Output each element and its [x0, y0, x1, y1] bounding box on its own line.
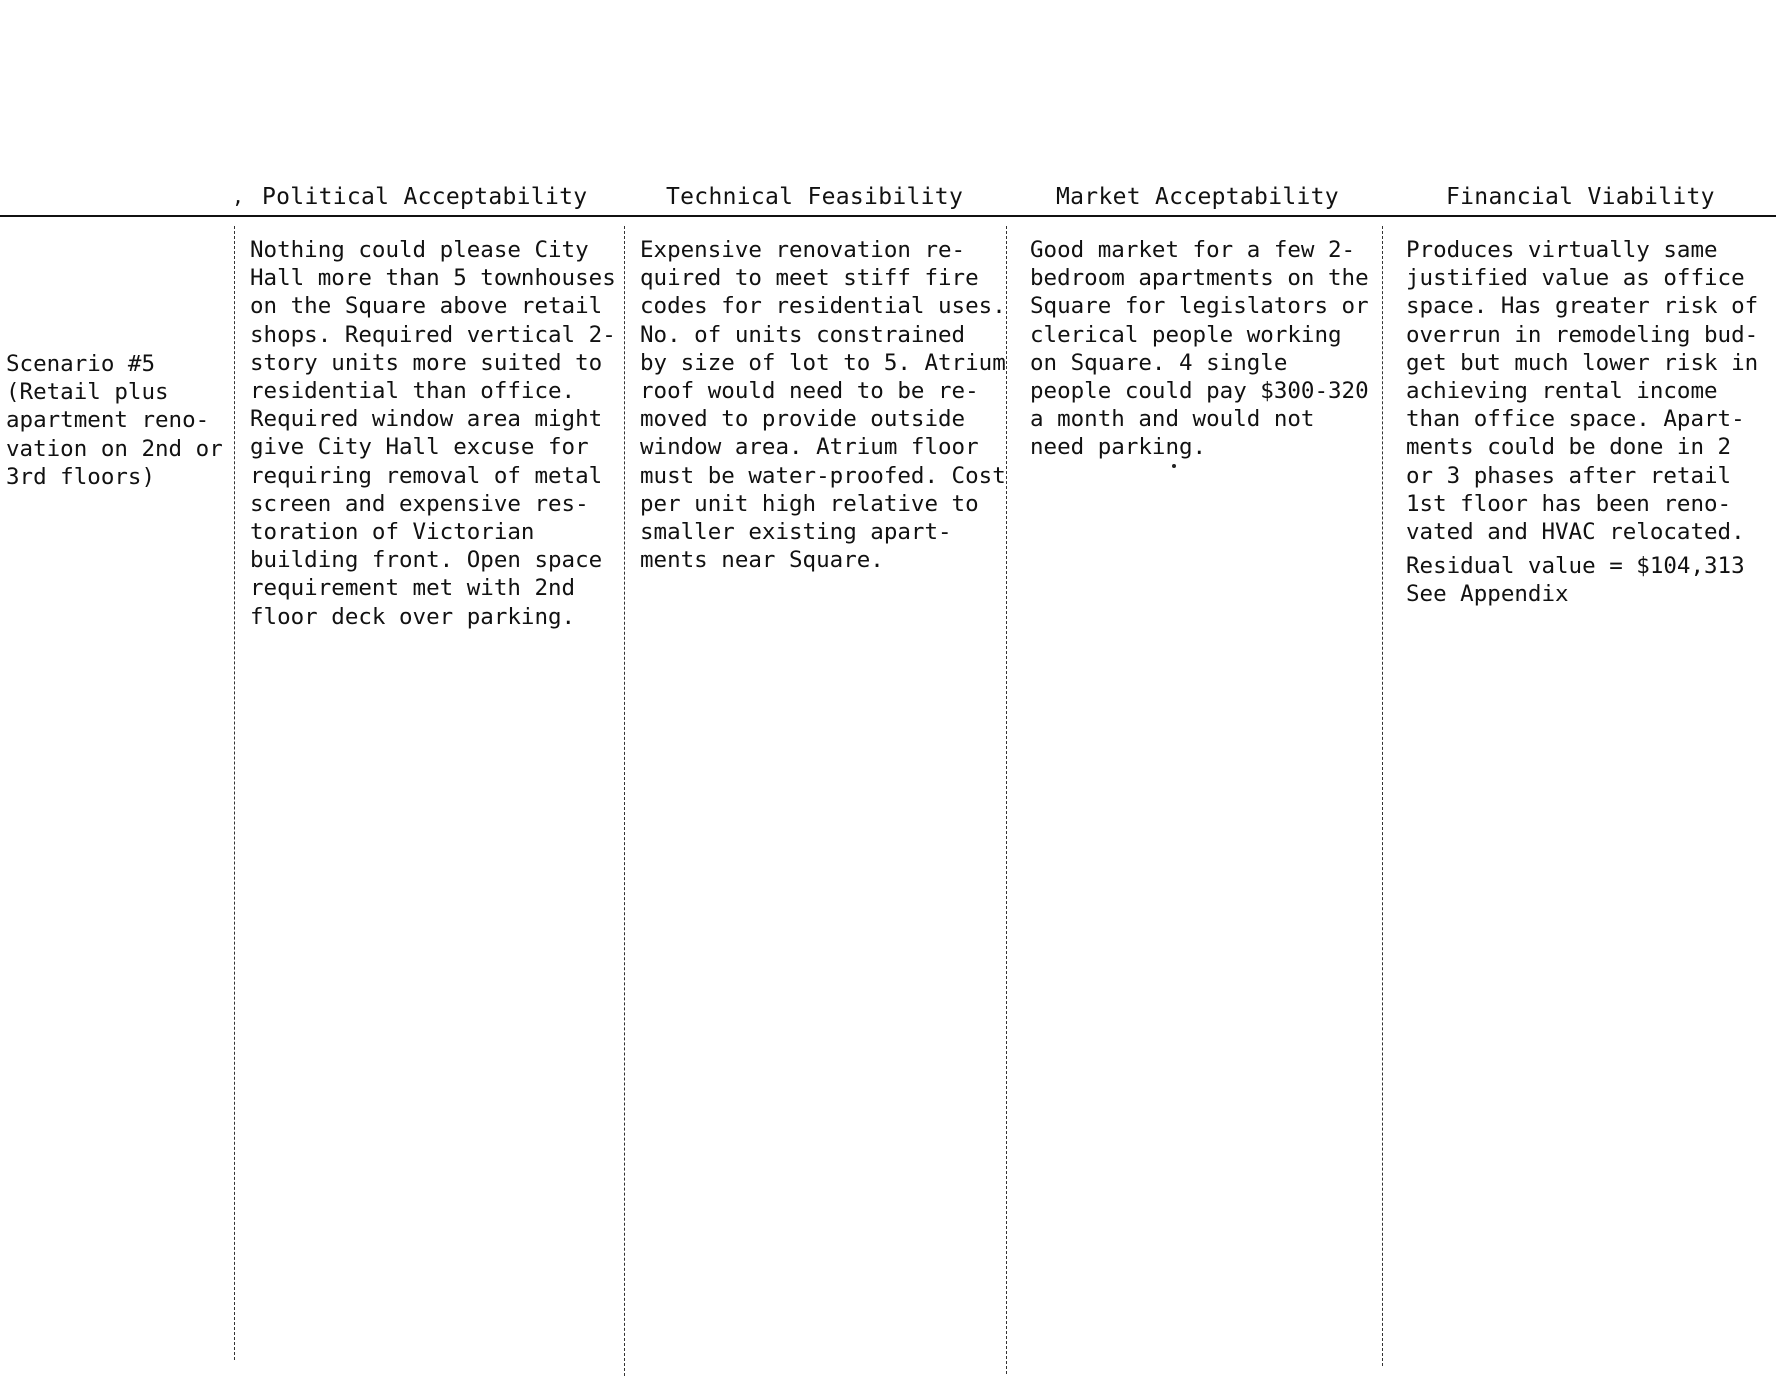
political-text-line: give City Hall excuse for	[250, 434, 589, 461]
technical-text-line: ments near Square.	[640, 547, 884, 574]
technical-text-line: Expensive renovation re-	[640, 237, 966, 263]
financial-text-line: vated and HVAC relocated.	[1406, 519, 1745, 546]
political-text-line: on the Square above retail	[250, 293, 603, 320]
column-divider-1	[234, 226, 235, 1360]
political-text-line: story units more suited to	[250, 349, 603, 376]
header-political-acceptability: Political Acceptability	[262, 184, 588, 210]
market-text-line: need parking.	[1030, 434, 1207, 461]
political-text-line: requirement met with 2nd	[250, 575, 576, 602]
political-text-line: residential than office.	[250, 378, 576, 405]
technical-text-line: window area. Atrium floor	[640, 434, 979, 461]
market-text-line: Good market for a few 2-	[1030, 237, 1356, 263]
scenario-label-line: apartment reno-	[6, 407, 210, 434]
technical-text-line: No. of units constrained	[640, 321, 966, 348]
political-text-line: shops. Required vertical 2-	[250, 321, 616, 348]
financial-text-line: or 3 phases after retail	[1406, 462, 1732, 489]
header-market-acceptability: Market Acceptability	[1056, 184, 1339, 210]
market-text-line: on Square. 4 single	[1030, 349, 1288, 376]
technical-text-line: per unit high relative to	[640, 490, 979, 517]
scenario-label-line: Scenario #5	[6, 351, 156, 377]
political-text-line: building front. Open space	[250, 547, 603, 574]
technical-text-line: quired to meet stiff fire	[640, 265, 979, 292]
financial-text-line: Produces virtually same	[1406, 237, 1718, 263]
market-acceptability-cell	[1030, 236, 1369, 462]
column-divider-4	[1382, 226, 1383, 1366]
financial-viability-cell	[1406, 236, 1758, 609]
technical-text-line: must be water-proofed. Cost	[640, 462, 1006, 489]
header-financial-viability: Financial Viability	[1446, 184, 1715, 210]
scenario-row-label	[6, 350, 223, 491]
financial-text-line: overrun in remodeling bud-	[1406, 321, 1759, 348]
header-technical-feasibility: Technical Feasibility	[666, 184, 964, 210]
technical-text-line: roof would need to be re-	[640, 378, 979, 405]
stray-dot-mark	[1172, 464, 1176, 468]
technical-text-line: codes for residential uses.	[640, 293, 1006, 320]
political-text-line: floor deck over parking.	[250, 603, 576, 630]
header-tick-mark: ,	[232, 184, 245, 208]
financial-text-line: ments could be done in 2	[1406, 434, 1732, 461]
market-text-line: people could pay $300-320	[1030, 378, 1369, 405]
financial-text-line: justified value as office	[1406, 265, 1745, 292]
technical-text-line: moved to provide outside	[640, 406, 966, 433]
financial-text-line: than office space. Apart-	[1406, 406, 1745, 433]
scenario-label-line: 3rd floors)	[6, 463, 156, 490]
political-acceptability-cell	[250, 236, 616, 631]
financial-text-line: achieving rental income	[1406, 378, 1718, 405]
header-rule	[0, 215, 1776, 217]
residual-value-note: Residual value = $104,313	[1406, 553, 1745, 580]
political-text-line: requiring removal of metal	[250, 462, 603, 489]
market-text-line: bedroom apartments on the	[1030, 265, 1369, 292]
see-appendix-note: See Appendix	[1406, 581, 1569, 608]
political-text-line: toration of Victorian	[250, 519, 535, 546]
market-text-line: a month and would not	[1030, 406, 1315, 433]
market-text-line: clerical people working	[1030, 321, 1342, 348]
technical-feasibility-cell	[640, 236, 1006, 574]
technical-text-line: smaller existing apart-	[640, 519, 952, 546]
technical-text-line: by size of lot to 5. Atrium	[640, 349, 1006, 376]
column-divider-2	[624, 226, 625, 1376]
financial-text-line: get but much lower risk in	[1406, 349, 1759, 376]
financial-text-line: 1st floor has been reno-	[1406, 490, 1732, 517]
political-text-line: Hall more than 5 townhouses	[250, 265, 616, 292]
column-divider-3	[1006, 226, 1007, 1374]
scenario-label-line: vation on 2nd or	[6, 435, 223, 462]
political-text-line: screen and expensive res-	[250, 490, 589, 517]
market-text-line: Square for legislators or	[1030, 293, 1369, 320]
political-text-line: Required window area might	[250, 406, 603, 433]
scenario-label-line: (Retail plus	[6, 379, 169, 406]
financial-text-line: space. Has greater risk of	[1406, 293, 1759, 320]
political-text-line: Nothing could please City	[250, 237, 589, 263]
